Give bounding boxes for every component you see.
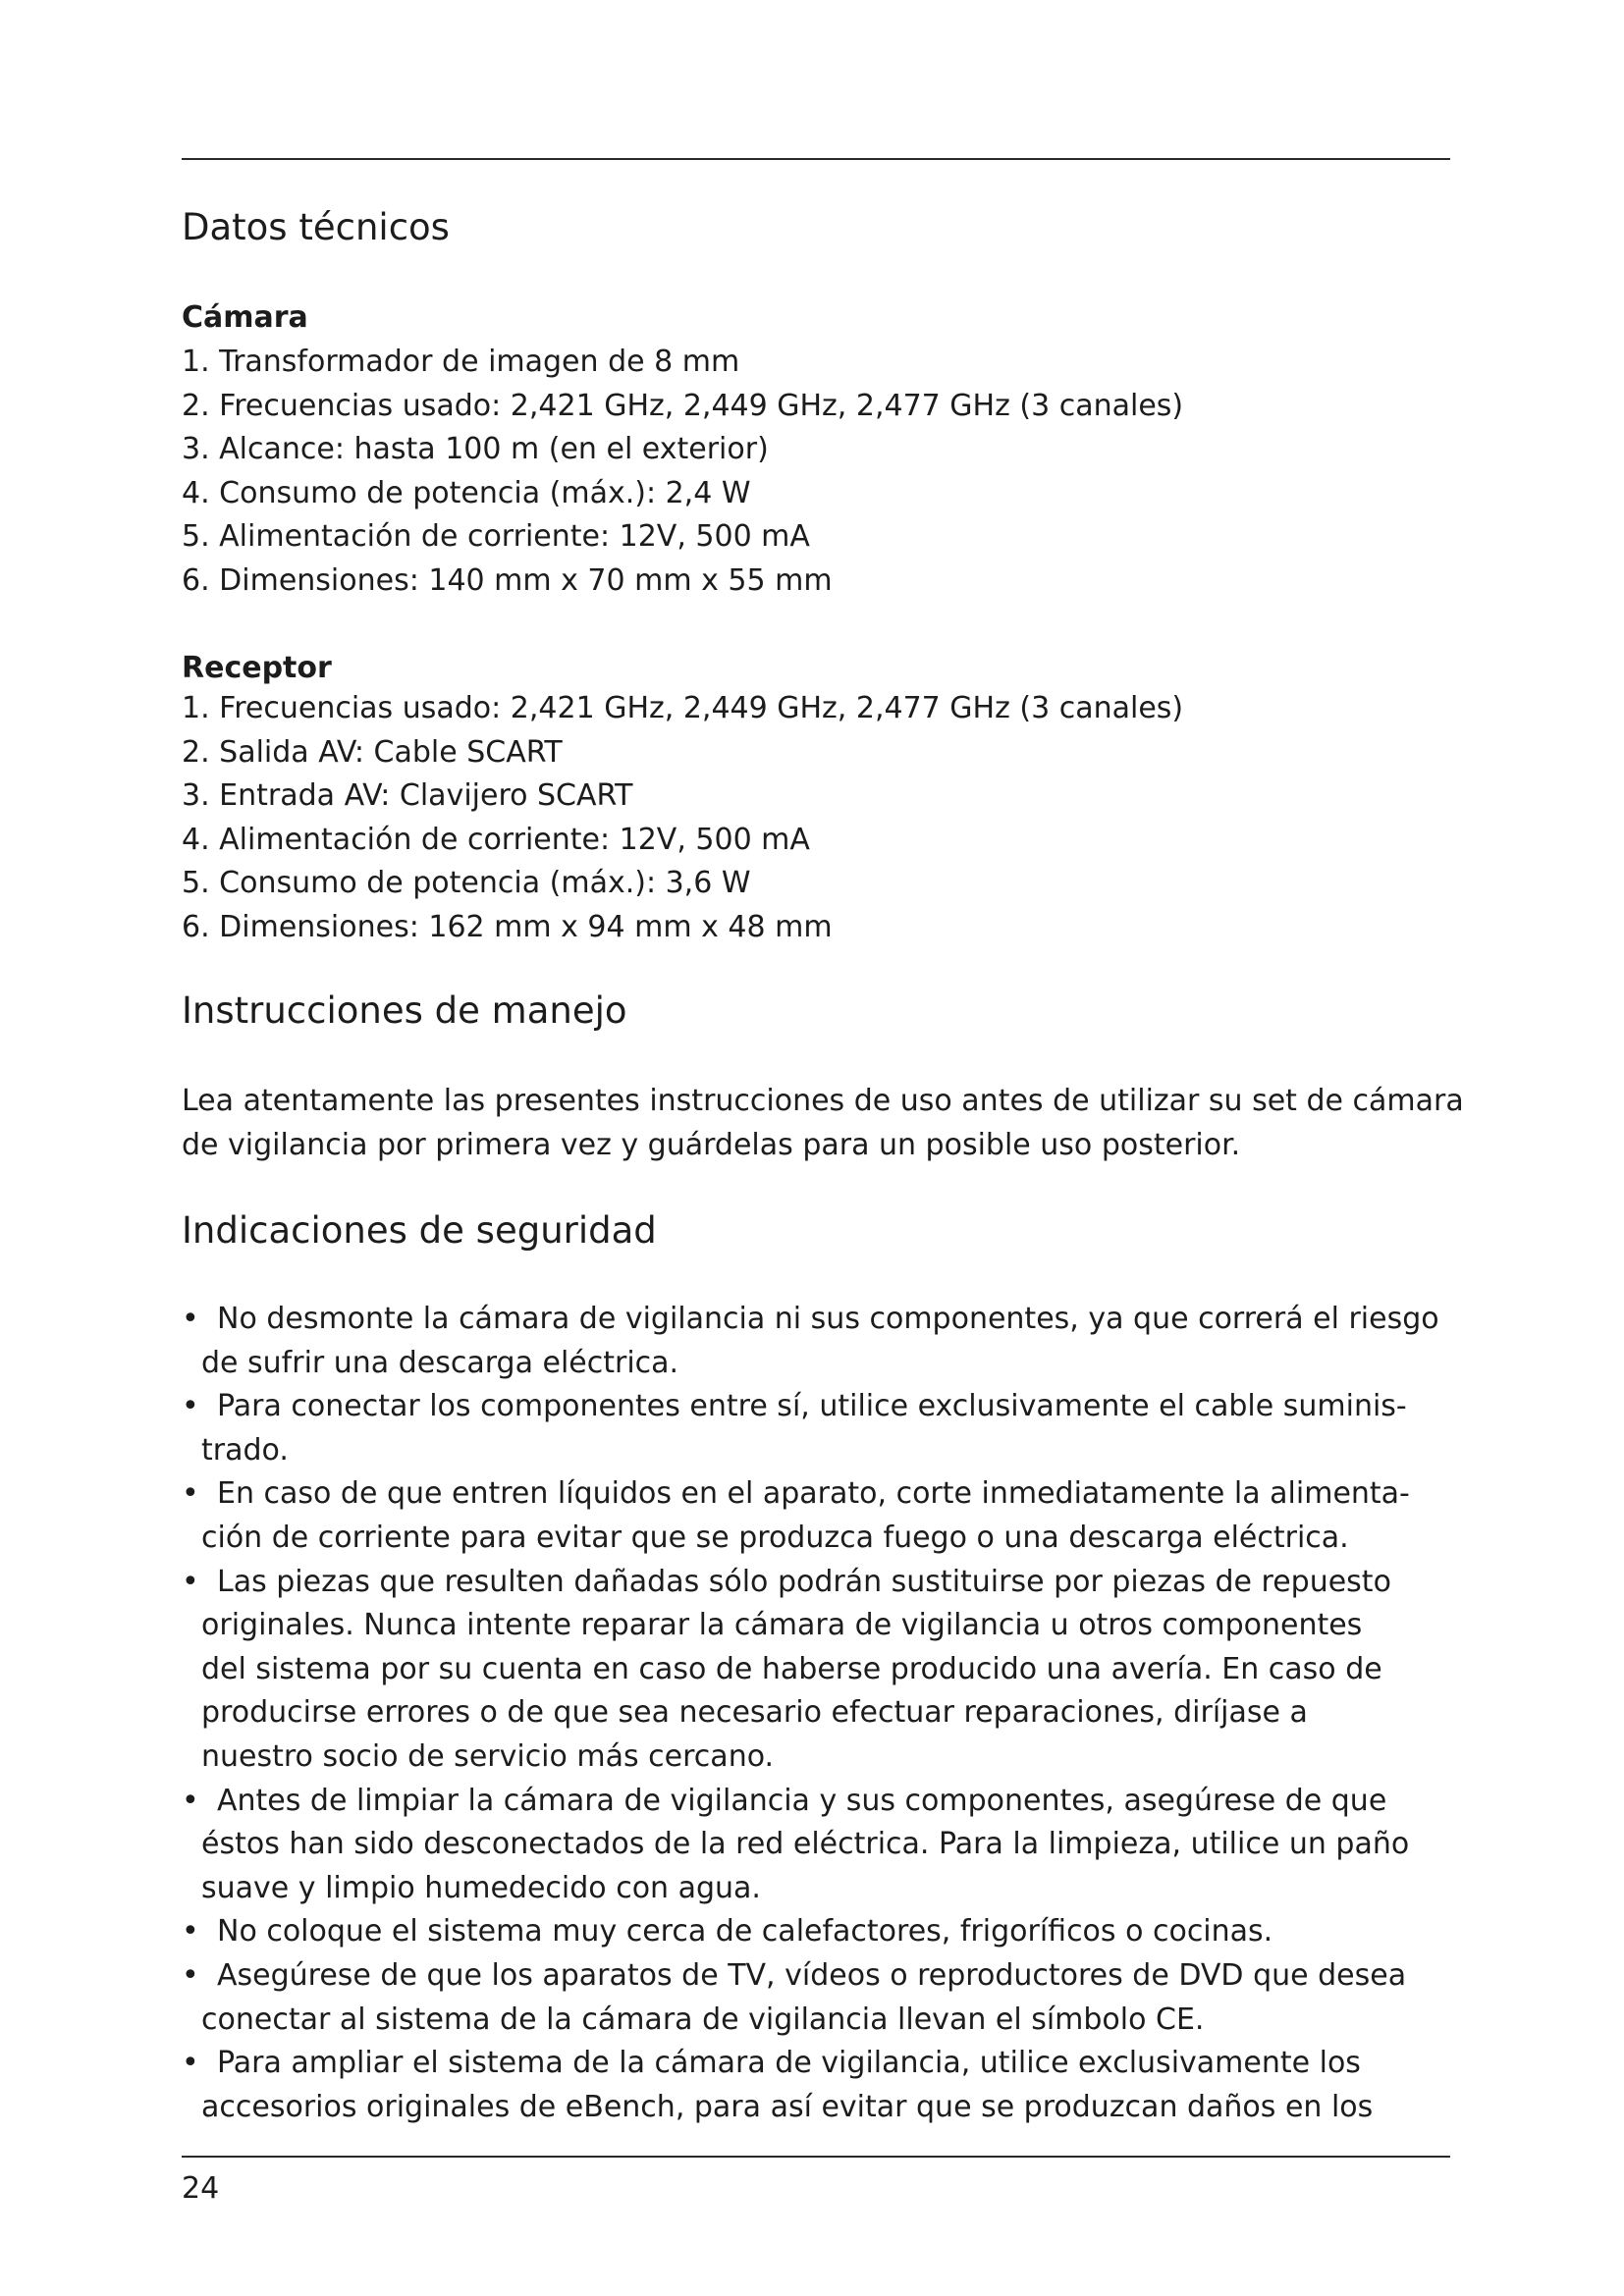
bullet-icon: •	[182, 1476, 199, 1512]
bullet-icon: •	[182, 1783, 199, 1818]
list-item	[182, 1561, 1458, 1780]
page-number: 24	[182, 2171, 220, 2206]
list-item	[182, 1298, 1458, 1385]
list-item	[182, 1910, 1458, 1954]
list-item: 5. Alimentación de corriente: 12V, 500 mA	[182, 519, 810, 555]
list-item-line: del sistema por su cuenta en caso de haberse producido una avería. En caso de	[201, 1651, 1382, 1686]
list-item: 2. Salida AV: Cable SCART	[182, 734, 563, 770]
list-item-line: suave y limpio humedecido con agua.	[201, 1870, 761, 1905]
list-item-line: Antes de limpiar la cámara de vigilancia y sus componentes, asegúrese de que	[217, 1783, 1387, 1818]
bullet-icon: •	[182, 1302, 199, 1336]
instrucciones-title: Instrucciones de manejo	[182, 989, 627, 1032]
camara-spec-list	[182, 341, 1183, 604]
instrucciones-paragraph	[182, 1080, 1468, 1167]
list-item: 1. Frecuencias usado: 2,421 GHz, 2,449 GHz, 2,477 GHz (3 canales)	[182, 691, 1184, 725]
list-item	[182, 1472, 1458, 1560]
camara-heading: Cámara	[182, 300, 308, 335]
seguridad-title: Indicaciones de seguridad	[182, 1209, 657, 1252]
list-item-line: originales. Nunca intente reparar la cámara de vigilancia u otros componentes	[201, 1608, 1363, 1643]
list-item-line: Para conectar los componentes entre sí, utilice exclusivamente el cable suminis-	[217, 1389, 1407, 1424]
list-item: 4. Alimentación de corriente: 12V, 500 mA	[182, 822, 810, 857]
list-item	[182, 1954, 1458, 2042]
footer-rule	[182, 2156, 1450, 2158]
list-item: 4. Consumo de potencia (máx.): 2,4 W	[182, 475, 751, 510]
list-item: 3. Alcance: hasta 100 m (en el exterior)	[182, 432, 769, 467]
seguridad-bullet-list	[182, 1298, 1458, 2129]
list-item: 3. Entrada AV: Clavijero SCART	[182, 778, 633, 814]
list-item: 1. Transformador de imagen de 8 mm	[182, 345, 740, 379]
list-item	[182, 1385, 1458, 1472]
list-item-line: producirse errores o de que sea necesario efectuar reparaciones, diríjase a	[201, 1695, 1308, 1731]
list-item: 6. Dimensiones: 140 mm x 70 mm x 55 mm	[182, 562, 833, 598]
list-item	[182, 1780, 1458, 1911]
paragraph-line: Lea atentamente las presentes instrucciones de uso antes de utilizar su set de cámara	[182, 1084, 1464, 1118]
list-item	[182, 2042, 1458, 2129]
list-item-line: En caso de que entren líquidos en el aparato, corte inmediatamente la alimenta-	[217, 1476, 1410, 1512]
list-item-line: ción de corriente para evitar que se produzca fuego o una descarga eléctrica.	[201, 1520, 1349, 1555]
paragraph-line: de vigilancia por primera vez y guárdelas para un posible uso posterior.	[182, 1127, 1241, 1162]
list-item-line: Asegúrese de que los aparatos de TV, vídeos o reproductores de DVD que desea	[217, 1957, 1407, 1993]
list-item-line: conectar al sistema de la cámara de vigilancia llevan el símbolo CE.	[201, 2002, 1205, 2037]
receptor-heading: Receptor	[182, 651, 332, 685]
list-item-line: éstos han sido desconectados de la red eléctrica. Para la limpieza, utilice un paño	[201, 1827, 1410, 1862]
list-item-line: Las piezas que resulten dañadas sólo podrán sustituirse por piezas de repuesto	[217, 1564, 1391, 1599]
bullet-icon: •	[182, 2046, 199, 2081]
datos-tecnicos-title: Datos técnicos	[182, 206, 450, 248]
list-item: 6. Dimensiones: 162 mm x 94 mm x 48 mm	[182, 909, 833, 944]
bullet-icon: •	[182, 1389, 199, 1424]
bullet-icon: •	[182, 1564, 199, 1599]
receptor-spec-list	[182, 687, 1183, 950]
list-item-line: Para ampliar el sistema de la cámara de vigilancia, utilice exclusivamente los	[217, 2046, 1361, 2081]
list-item-line: No coloque el sistema muy cerca de calefactores, frigoríficos o cocinas.	[217, 1914, 1273, 1949]
list-item-line: de sufrir una descarga eléctrica.	[201, 1345, 679, 1380]
bullet-icon: •	[182, 1957, 199, 1993]
list-item-line: trado.	[201, 1432, 289, 1468]
list-item-line: nuestro socio de servicio más cercano.	[201, 1738, 775, 1774]
header-rule	[182, 158, 1450, 160]
list-item: 5. Consumo de potencia (máx.): 3,6 W	[182, 866, 751, 901]
list-item-line: accesorios originales de eBench, para así evitar que se produzcan daños en los	[201, 2089, 1374, 2124]
bullet-icon: •	[182, 1914, 199, 1949]
list-item: 2. Frecuencias usado: 2,421 GHz, 2,449 GHz, 2,477 GHz (3 canales)	[182, 388, 1184, 423]
list-item-line: No desmonte la cámara de vigilancia ni sus componentes, ya que correrá el riesgo	[217, 1302, 1439, 1336]
